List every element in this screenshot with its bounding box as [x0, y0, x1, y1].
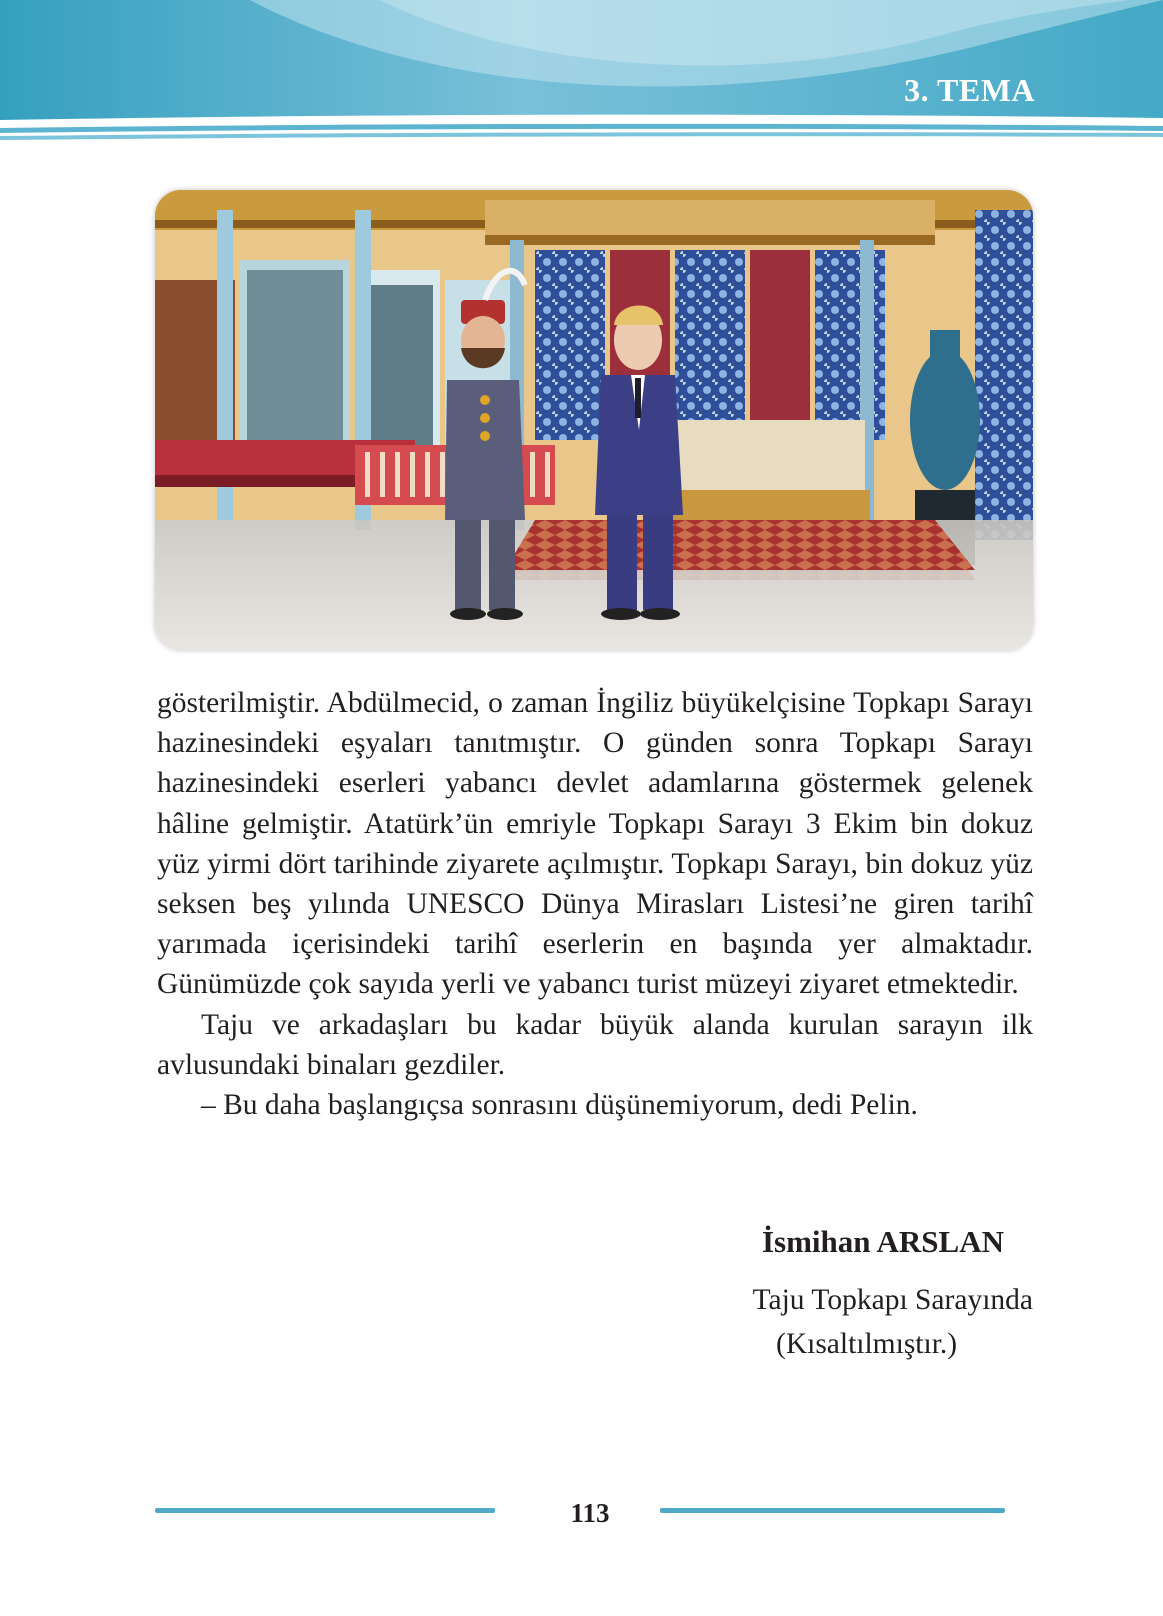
story-text [157, 683, 1033, 1125]
footer-line-right [660, 1508, 1005, 1513]
book-title: Taju Topkapı Sarayında [752, 1284, 1033, 1316]
story-illustration [155, 190, 1033, 650]
dialogue-line: – Bu daha başlangıçsa sonrasını düşünemiyorum, dedi Pelin. [201, 1089, 918, 1122]
palace-interior-illustration [155, 190, 1033, 650]
footer-line-left [155, 1508, 495, 1513]
abridged-note: (Kısaltılmıştır.) [776, 1328, 958, 1360]
paragraph-1: gösterilmiştir. Abdülmecid, o zaman İngiliz büyükelçisine Topkapı Sarayı hazinesindeki eşyaları tanıtmıştır. O günden sonra Topkapı Sarayı hazinesindeki eserleri yabancı devlet adamlarına göstermek gelenek hâline gelmiştir. Atatürk’ün emriyle Topkapı Sarayı 3 Ekim bin dokuz yüz yirmi dört tarihinde ziyarete açılmıştır. Topkapı Sarayı, bin dokuz yüz seksen beş yılında UNESCO Dünya Mirasları Listesi’ne giren tarihî yarımada içerisindeki tarihî eserlerin en başında yer almaktadır. Günümüzde çok sayıda yerli ve yabancı turist müzeyi ziyaret etmektedir. [157, 687, 1033, 1001]
paragraph-2: Taju ve arkadaşları bu kadar büyük alanda kurulan sarayın ilk avlusundaki binaları gezdiler. [157, 1008, 1033, 1081]
author-name: İsmihan ARSLAN [761, 1224, 1004, 1259]
page-number: 113 [570, 1498, 610, 1528]
theme-label: 3. TEMA [904, 72, 1035, 108]
page-header [0, 0, 1163, 150]
